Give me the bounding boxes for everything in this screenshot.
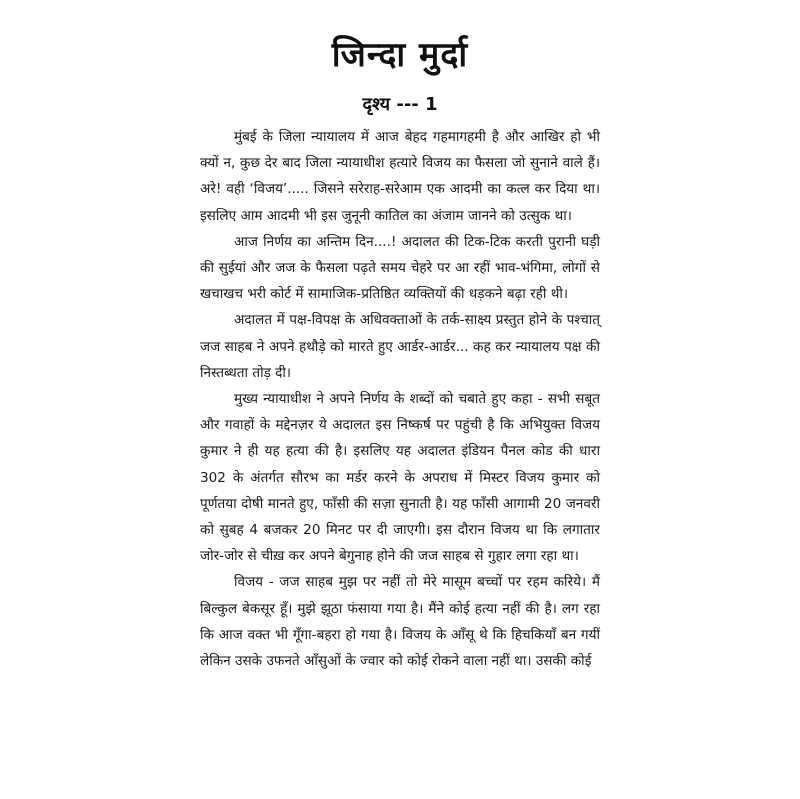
scene-heading: दृश्य --- 1 [362,94,438,115]
paragraph-5: विजय - जज साहब मुझ पर नहीं तो मेरे मासूम बच्चों पर रहम करिये। मैं बिल्कुल बेकसूर हूँ। मुझे झूठा फंसाया गया है। मैंने कोई हत्या नहीं की है। लग रहा कि आज वक्त भी गूँगा-बहरा हो गया है। विजय के आँसू थे कि हिचकियाँ बन गयीं लेकिन उसके उफनते आँसुओं के ज्वार को कोई रोकने वाला नहीं था। उसकी कोई [200,574,600,670]
body-text [200,124,600,674]
paragraph-3: अदालत में पक्ष-विपक्ष के अधिवक्ताओं के तर्क-साक्ष्य प्रस्तुत होने के पश्चात् जज साहब ने अपने हथौड़े को मारते हुए आर्डर-आर्डर... कह कर न्यायालय पक्ष की निस्तब्धता तोड़ दी। [200,312,600,381]
paragraph-1: मुंबई के जिला न्यायालय में आज बेहद गहमागहमी है और आखिर हो भी क्यों न, कुछ देर बाद जिला न्यायाधीश हत्यारे विजय का फैसला जो सुनाने वाले हैं। अरे! वही ‘विजय’..... जिसने सरेराह-सरेआम एक आदमी का कत्ल कर दिया था। इसलिए आम आदमी भी इस जुनूनी कातिल का अंजाम जानने को उत्सुक था। [200,129,600,224]
paragraph-4: मुख्य न्यायाधीश ने अपने निर्णय के शब्दों को चबाते हुए कहा - सभी सबूत और गवाहों के मद्देनज़र ये अदालत इस निष्कर्ष पर पहुंची है कि अभियुक्त विजय कुमार ने ही यह हत्या की है। इसलिए यह अदालत इंडियन पैनल कोड की धारा 302 के अंतर्गत सौरभ का मर्डर करने के अपराध में मिस्टर विजय कुमार को पूर्णतया दोषी मानते हुए, फाँसी की सज़ा सुनाती है। यह फाँसी आगामी 20 जनवरी को सुबह 4 बजकर 20 मिनट पर दी जाएगी। इस दौरान विजय था कि लगातार जोर-जोर से चीख़ कर अपने बेगुनाह होने की जज साहब से गुहार लगा रहा था। [200,391,600,565]
page-title: जिन्दा मुर्दा [331,35,469,75]
paragraph-2: आज निर्णय का अन्तिम दिन....! अदालत की टिक-टिक करती पुरानी घड़ी की सुईयां और जज के फैसला पढ़ते समय चेहरे पर आ रहीं भाव-भंगिमा, लोगों से खचाखच भरी कोर्ट में सामाजिक-प्रतिष्ठित व्यक्तियों की धड़कने बढ़ा रही थी। [200,233,600,303]
